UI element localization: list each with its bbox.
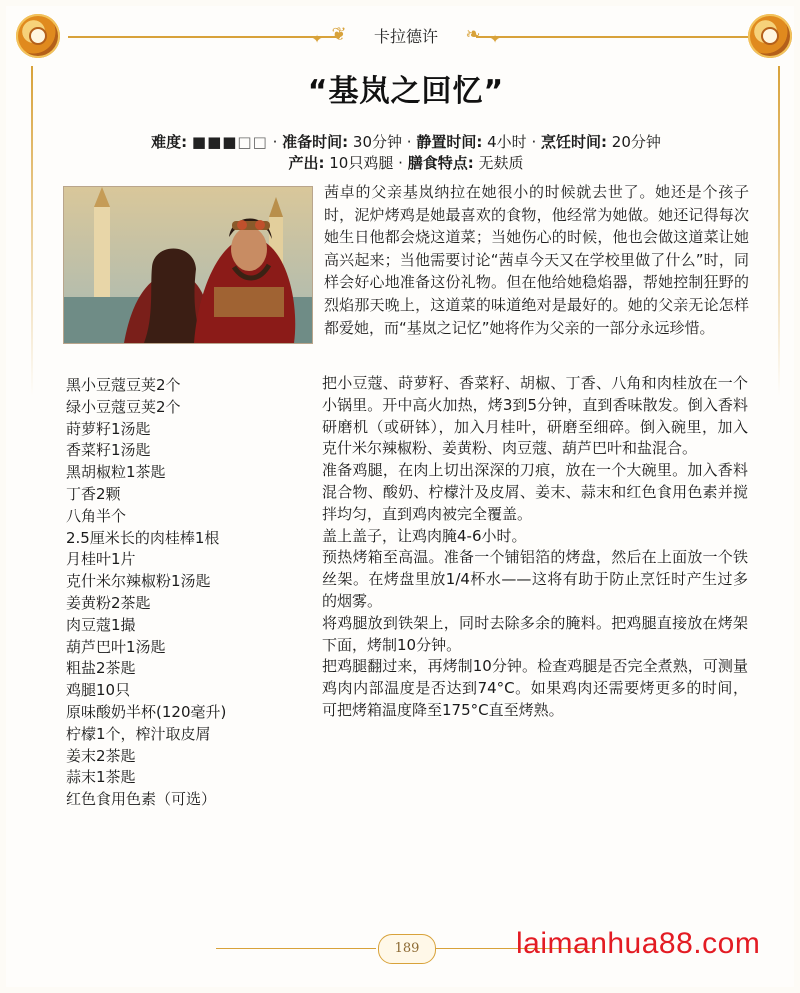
chapter-title: 卡拉德许 bbox=[373, 27, 438, 46]
diet-value: 无麸质 bbox=[478, 154, 524, 172]
ingredient-item: 黑胡椒粒1茶匙 bbox=[66, 463, 166, 482]
separator: · bbox=[531, 133, 537, 151]
watermark: laimanhua88.com bbox=[516, 927, 761, 960]
side-rule-left bbox=[31, 66, 33, 396]
side-rule-right bbox=[778, 66, 780, 396]
corner-ornament-left-icon bbox=[16, 14, 60, 58]
instruction-step: 准备鸡腿，在肉上切出深深的刀痕，放在一个大碗里。加入香料混合物、酸奶、柠檬汁及皮屑、姜末、蒜末和红色食用色素并搅拌均匀，直到鸡肉被完全覆盖。 bbox=[322, 461, 748, 523]
recipe-meta-line-1 bbox=[66, 131, 746, 152]
header-rule-right bbox=[476, 36, 748, 38]
instruction-step: 预热烤箱至高温。准备一个铺铝箔的烤盘，然后在上面放一个铁丝架。在烤盘里放1/4杯水——这将有助于防止烹饪时产生过多的烟雾。 bbox=[322, 548, 748, 610]
corner-ornament-right-icon bbox=[748, 14, 792, 58]
ingredient-item: 葫芦巴叶1汤匙 bbox=[66, 637, 166, 656]
ingredient-item: 柠檬1个，榨汁取皮屑 bbox=[66, 724, 211, 743]
footer-rule-left bbox=[216, 948, 376, 949]
yield-label: 产出: bbox=[288, 154, 325, 172]
ingredient-item: 姜末2茶匙 bbox=[66, 746, 136, 765]
ingredient-item: 鸡腿10只 bbox=[66, 681, 131, 700]
separator: · bbox=[272, 133, 278, 151]
ingredient-item: 月桂叶1片 bbox=[66, 550, 136, 569]
ingredient-item: 香菜籽1汤匙 bbox=[66, 441, 151, 460]
rest-time-value: 4小时 bbox=[487, 133, 527, 151]
prep-time-value: 30分钟 bbox=[352, 133, 402, 151]
cook-time-label: 烹饪时间: bbox=[541, 133, 608, 151]
ingredient-item: 莳萝籽1汤匙 bbox=[66, 419, 151, 438]
difficulty-label: 难度: bbox=[151, 133, 188, 151]
difficulty-rating bbox=[192, 133, 268, 151]
header-rule-left bbox=[68, 36, 340, 38]
instruction-step: 将鸡腿放到铁架上，同时去除多余的腌料。把鸡腿直接放在烤架下面，烤制10分钟。 bbox=[322, 613, 748, 654]
ingredient-item: 粗盐2茶匙 bbox=[66, 659, 136, 678]
ingredient-item: 八角半个 bbox=[66, 506, 127, 525]
scroll-ornament-icon: ❧ bbox=[465, 24, 481, 45]
instruction-step: 把小豆蔻、莳萝籽、香菜籽、胡椒、丁香、八角和肉桂放在一个小锅里。开中高火加热，烤3到5分钟，直到香味散发。倒入香料研磨机（或研钵），加入月桂叶，研磨至细碎。倒入碗里，加入克什米尔辣椒粉、姜黄粉、肉豆蔻、葫芦巴叶和盐混合。 bbox=[322, 374, 748, 458]
ingredient-item: 2.5厘米长的肉桂棒1根 bbox=[66, 528, 220, 547]
flourish-icon: ✦ bbox=[489, 32, 501, 46]
story-paragraph: 茜卓的父亲基岚纳拉在她很小的时候就去世了。她还是个孩子时，泥炉烤鸡是她最喜欢的食物，他经常为她做。她还记得每次她生日他都会烧这道菜；当她伤心的时候，他也会做这道菜让她高兴起来；当他需要讨论“茜卓今天又在学校里做了什么”时，同样会好心地准备这份礼物。但在他给她稳焰器，帮她控制狂野的烈焰那天晚上，这道菜的味道绝对是最好的。她的父亲无论怎样都爱她，而“基岚之记忆”她将作为父亲的一部分永远珍惜。 bbox=[324, 183, 749, 337]
ingredient-item: 克什米尔辣椒粉1汤匙 bbox=[66, 572, 211, 591]
separator: · bbox=[398, 154, 403, 172]
page bbox=[6, 6, 794, 987]
yield-value: 10只鸡腿 bbox=[329, 154, 394, 172]
ingredient-list bbox=[66, 375, 306, 811]
recipe-title: “基岚之回忆” bbox=[307, 74, 505, 109]
ingredient-item: 红色食用色素（可选） bbox=[66, 790, 217, 809]
ingredient-item: 蒜末1茶匙 bbox=[66, 768, 136, 787]
ingredient-item: 丁香2颗 bbox=[66, 484, 121, 503]
cook-time-value: 20分钟 bbox=[611, 133, 661, 151]
scroll-ornament-icon: ❦ bbox=[331, 24, 347, 45]
instruction-step: 盖上盖子，让鸡肉腌4-6小时。 bbox=[322, 526, 527, 545]
prep-time-label: 准备时间: bbox=[282, 133, 349, 151]
recipe-meta-line-2 bbox=[66, 152, 746, 173]
rest-time-label: 静置时间: bbox=[416, 133, 483, 151]
ingredient-item: 姜黄粉2茶匙 bbox=[66, 593, 151, 612]
couple-illustration-icon bbox=[64, 187, 312, 343]
difficulty-filled: ■■■ bbox=[191, 133, 238, 151]
ingredient-item: 黑小豆蔻豆荚2个 bbox=[66, 376, 181, 394]
ingredient-item: 绿小豆蔻豆荚2个 bbox=[66, 397, 181, 416]
page-number: 189 bbox=[378, 934, 436, 964]
instruction-step: 把鸡腿翻过来，再烤制10分钟。检查鸡腿是否完全煮熟，可测量鸡肉内部温度是否达到74°C。如果鸡肉还需要烤更多的时间，可把烤箱温度降至175°C直至烤熟。 bbox=[322, 657, 748, 719]
story-illustration bbox=[63, 186, 313, 344]
difficulty-empty: □□ bbox=[237, 133, 268, 151]
ingredient-item: 原味酸奶半杯(120毫升) bbox=[66, 702, 227, 721]
instruction-steps bbox=[322, 373, 748, 722]
diet-label: 膳食特点: bbox=[407, 154, 474, 172]
ingredient-item: 肉豆蔻1撮 bbox=[66, 615, 136, 634]
separator: · bbox=[406, 133, 412, 151]
flourish-icon: ✦ bbox=[311, 32, 323, 46]
